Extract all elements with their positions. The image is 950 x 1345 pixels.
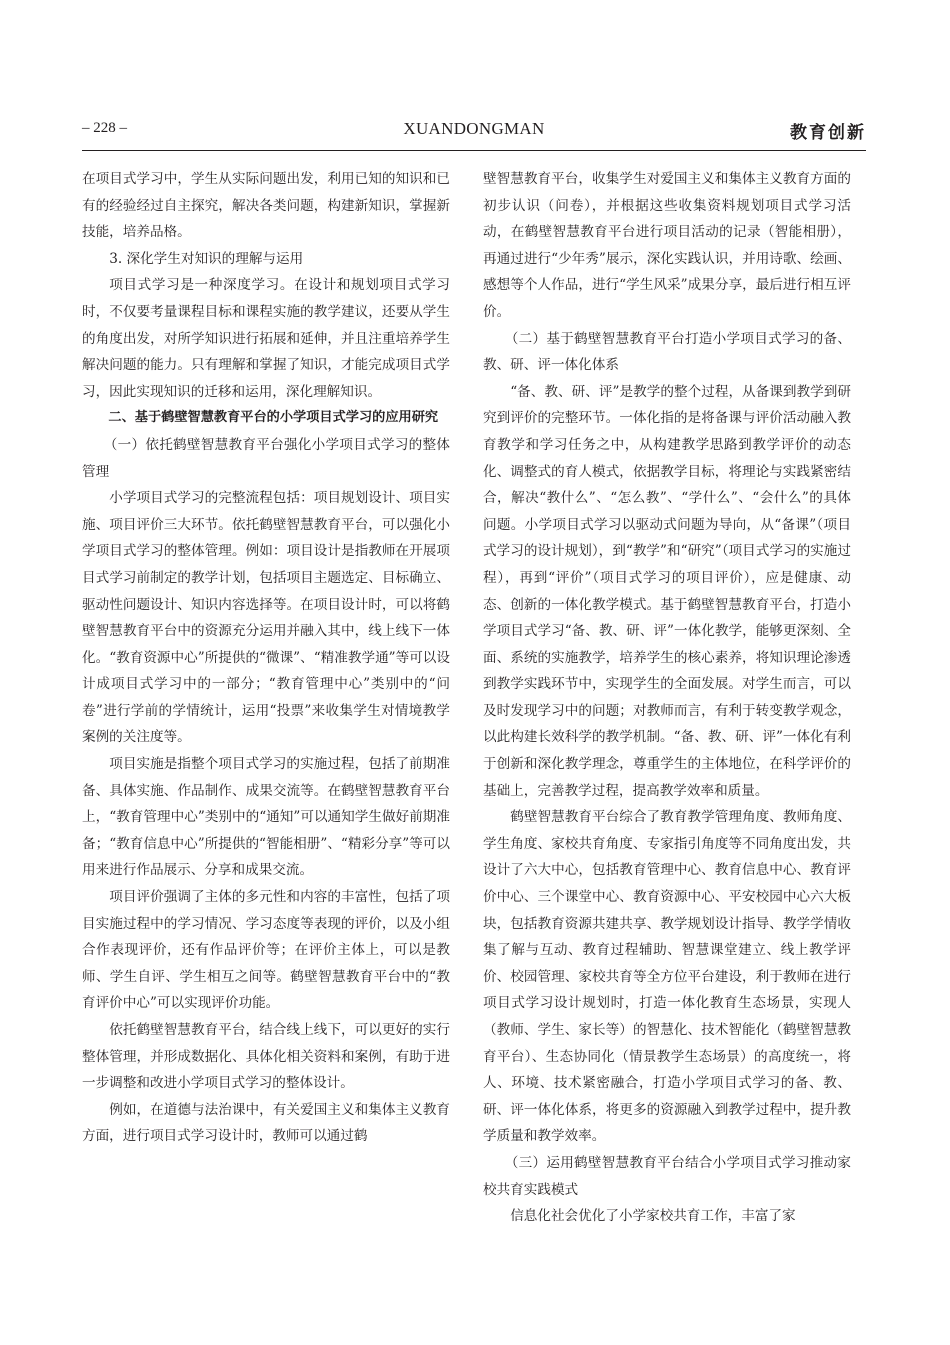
journal-section-cn: 教育创新 xyxy=(790,123,866,143)
section-heading: 二、基于鹤壁智慧教育平台的小学项目式学习的应用研究 xyxy=(108,410,439,426)
header-rule xyxy=(82,150,866,151)
paragraph: “备、教、研、评”是教学的整个过程，从备课到教学到研究到评价的完整环节。一体化指的是将备课与评价活动融入教育教学和学习任务之中，从构建教学思路到教学评价的动态化、调整式的育人模式，依据教学目标，将理论与实践紧密结合，解决“教什么”、“怎么教”、“学什么”、“会什么”的具体问题。小学项目式学习以驱动式问题为导向，从“备课”（项目式学习的设计规划），到“教学”和“研究”（项目式学习的实施过程），再到“评价”（项目式学习的项目评价），应是健康、动态、创新的一体化教学模式。基于鹤壁智慧教育平台，打造小学项目式学习“备、教、研、评”一体化教学，能够更深刻、全面、系统的实施教学，培养学生的核心素养，将知识理论渗透到教学实践环节中，实现学生的全面发展。对学生而言，可以及时发现学习中的问题；对教师而言，有利于转变教学观念，以此构建长效科学的教学机制。“备、教、研、评”一体化有利于创新和深化教学理念，尊重学生的主体地位，在科学评价的基础上，完善教学过程，提高教学效率和质量。 xyxy=(483,383,851,799)
paragraph: 信息化社会优化了小学家校共育工作，丰富了家 xyxy=(510,1208,796,1225)
paragraph: 项目式学习是一种深度学习。在设计和规划项目式学习时，不仅要考量课程目标和课程实施的教学建议，还要从学生的角度出发，对所学知识进行拓展和延伸，并且注重培养学生解决问题的能力。只有理解和掌握了知识，才能完成项目式学习，因此实现知识的迁移和运用，深化理解知识。 xyxy=(82,277,450,400)
paragraph: 小学项目式学习的完整流程包括：项目规划设计、项目实施、项目评价三大环节。依托鹤壁智慧教育平台，可以强化小学项目式学习的整体管理。例如：项目设计是指教师在开展项目式学习前制定的教学计划，包括项目主题选定、目标确立、驱动性问题设计、知识内容选择等。在项目设计时，可以将鹤壁智慧教育平台中的资源充分运用并融入其中，线上线下一体化。“教育资源中心”所提供的“微课”、“精准教学通”等可以设计成项目式学习中的一部分；“教育管理中心”类别中的“问卷”进行学前的学情统计，运用“投票”来收集学生对情境教学案例的关注度等。 xyxy=(82,490,450,746)
paragraph: 在项目式学习中，学生从实际问题出发，利用已知的知识和已有的经验经过自主探究，解决各类问题，构建新知识，掌握新技能，培养品格。 xyxy=(82,171,450,241)
paragraph: 鹤壁智慧教育平台综合了教育教学管理角度、教师角度、学生角度、家校共育角度、专家指引角度等不同角度出发，共设计了六大中心，包括教育管理中心、教育信息中心、教育评价中心、三个课堂中心、教育资源中心、平安校园中心六大板块，包括教育资源共建共享、教学规划设计指导、教学学情收集了解与互动、教育过程辅助、智慧课堂建立、线上教学评价、校园管理、家校共育等全方位平台建设，利于教师在进行项目式学习设计规划时，打造一体化教育生态场景，实现人（教师、学生、家长等）的智慧化、技术智能化（鹤壁智慧教育平台）、生态协同化（情景教学生态场景）的高度统一，将人、环境、技术紧密融合，打造小学项目式学习的备、教、研、评一体化体系，将更多的资源融入到教学过程中，提升教学质量和教学效率。 xyxy=(483,809,851,1145)
subsection-heading: （一）依托鹤壁智慧教育平台强化小学项目式学习的整体管理 xyxy=(82,436,450,480)
subsection-heading: （二）基于鹤壁智慧教育平台打造小学项目式学习的备、教、研、评一体化体系 xyxy=(483,330,851,374)
right-column xyxy=(483,166,851,1230)
left-column xyxy=(82,166,450,1150)
paragraph: 项目评价强调了主体的多元性和内容的丰富性，包括了项目实施过程中的学习情况、学习态度等表现的评价，以及小组合作表现评价，还有作品评价等；在评价主体上，可以是教师、学生自评、学生相互之间等。鹤壁智慧教育平台中的“教育评价中心”可以实现评价功能。 xyxy=(82,889,450,1012)
paragraph: 例如，在道德与法治课中，有关爱国主义和集体主义教育方面，进行项目式学习设计时，教师可以通过鹤 xyxy=(82,1101,450,1145)
subsection-title: 3. 深化学生对知识的理解与运用 xyxy=(109,250,304,267)
journal-title-en: XUANDONGMAN xyxy=(403,119,545,138)
page-number: – 228 – xyxy=(82,120,127,136)
paragraph: 壁智慧教育平台，收集学生对爱国主义和集体主义教育方面的初步认识（问卷），并根据这些收集资料规划项目式学习活动，在鹤壁智慧教育平台进行项目活动的记录（智能相册），再通过进行“少年秀”展示，深化实践认识，并用诗歌、绘画、感想等个人作品，进行“学生风采”成果分享，最后进行相互评价。 xyxy=(483,171,851,320)
paragraph: 项目实施是指整个项目式学习的实施过程，包括了前期准备、具体实施、作品制作、成果交流等。在鹤壁智慧教育平台上，“教育管理中心”类别中的“通知”可以通知学生做好前期准备；“教育信息中心”所提供的“智能相册”、“精彩分享”等可以用来进行作品展示、分享和成果交流。 xyxy=(82,756,450,879)
paragraph: 依托鹤壁智慧教育平台，结合线上线下，可以更好的实行整体管理，并形成数据化、具体化相关资料和案例，有助于进一步调整和改进小学项目式学习的整体设计。 xyxy=(82,1022,450,1092)
page-header xyxy=(82,118,866,144)
subsection-heading: （三）运用鹤壁智慧教育平台结合小学项目式学习推动家校共育实践模式 xyxy=(483,1154,851,1198)
